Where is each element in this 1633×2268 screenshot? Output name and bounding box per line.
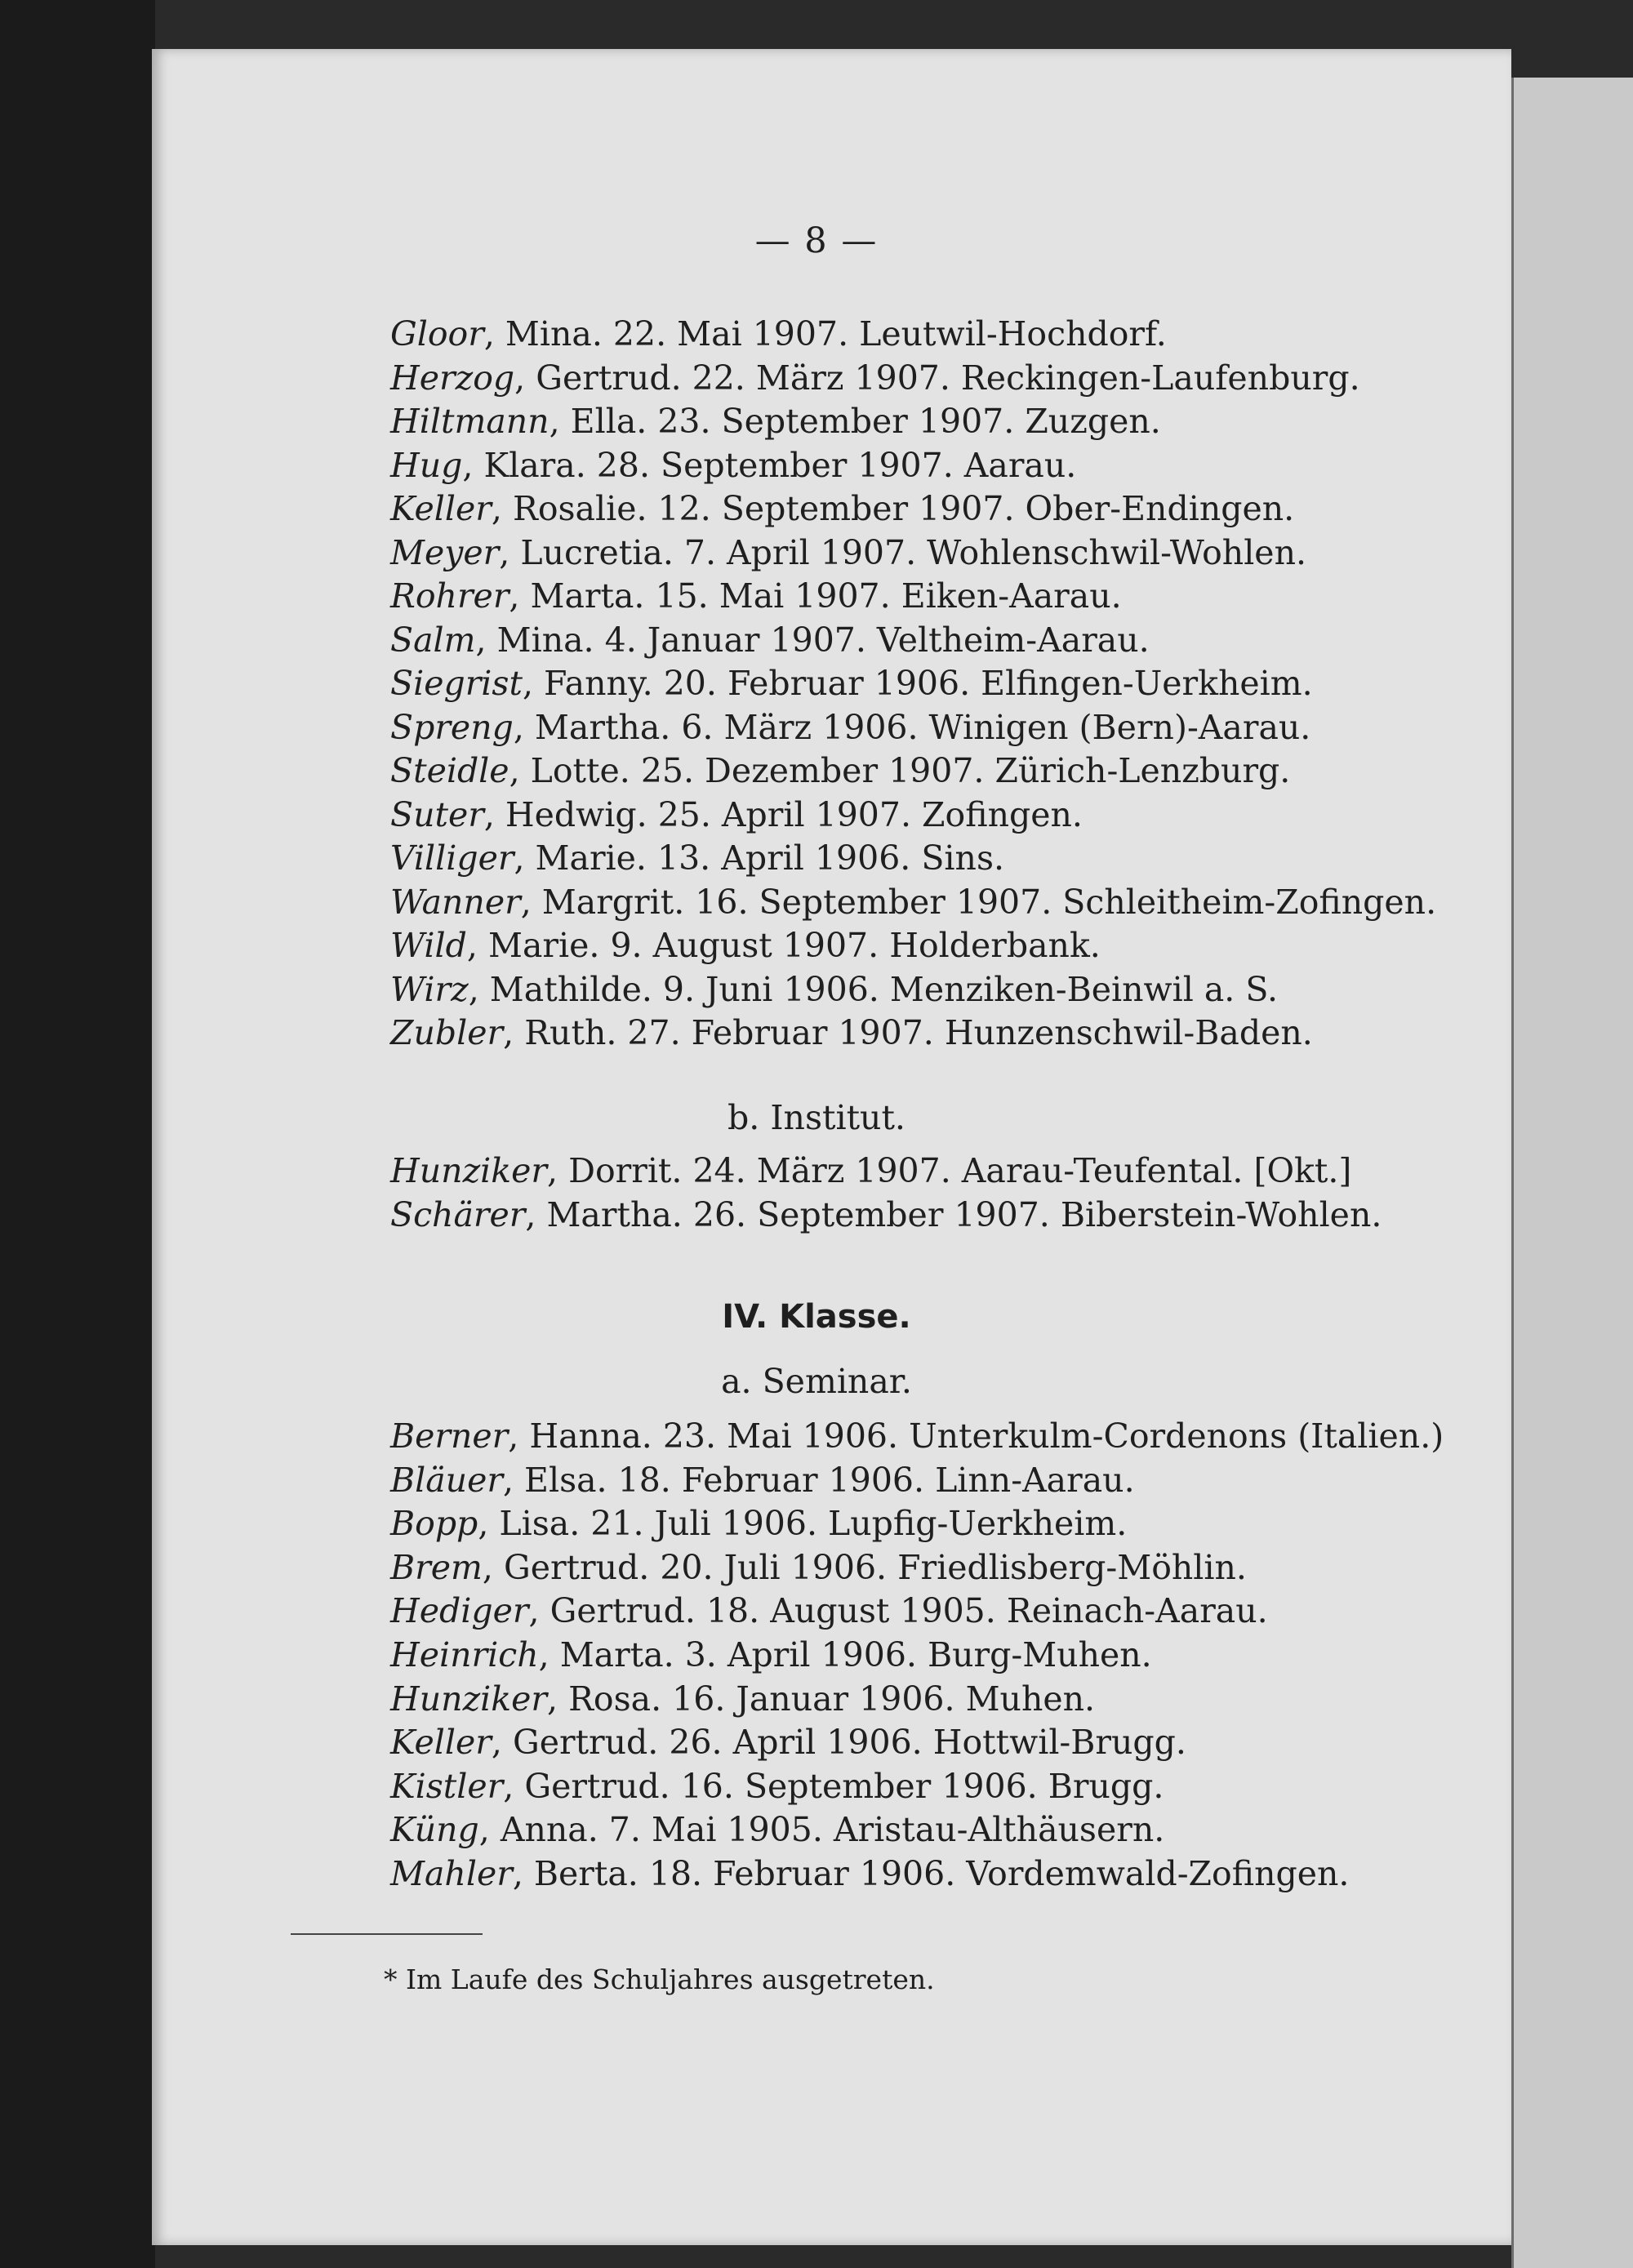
- entry-surname: Meyer: [390, 532, 500, 572]
- entry-details: , Rosa. 16. Januar 1906. Muhen.: [547, 1679, 1096, 1719]
- entry-text: [390, 358, 1360, 398]
- entry-surname: Salm: [390, 620, 476, 660]
- entry-surname: Bopp: [390, 1504, 478, 1544]
- entry-surname: Bläuer: [390, 1460, 503, 1500]
- entry-text: [390, 402, 1161, 441]
- entry-text: [390, 970, 1278, 1009]
- entry-surname: Hediger: [390, 1591, 529, 1631]
- entry-surname: Spreng: [390, 707, 514, 747]
- entry-text: [390, 314, 1167, 354]
- entry-surname: Gloor: [390, 314, 484, 354]
- entry-surname: Hiltmann: [390, 402, 550, 441]
- entry-text: [390, 1548, 1247, 1587]
- entry-text: [390, 446, 1076, 485]
- entry-details: , Gertrud. 18. August 1905. Reinach-Aarau.: [528, 1591, 1268, 1631]
- entry-text: [390, 1195, 1382, 1234]
- entry-text: [390, 1013, 1313, 1052]
- entry-text: [390, 664, 1313, 703]
- entry-details: , Elsa. 18. Februar 1906. Linn-Aarau.: [502, 1460, 1135, 1500]
- entry-surname: Wild: [390, 926, 467, 965]
- entry-surname: Steidle: [390, 751, 509, 790]
- entry-surname: Suter: [390, 794, 484, 834]
- entry-surname: Schärer: [390, 1194, 526, 1234]
- entry-details: , Mathilde. 9. Juni 1906. Menziken-Beinwil a. S.: [468, 969, 1279, 1009]
- seminar-heading: a. Seminar.: [721, 1362, 912, 1401]
- entry-text: [390, 1504, 1127, 1543]
- entry-details: , Gertrud. 16. September 1906. Brugg.: [503, 1766, 1164, 1806]
- entry-surname: Hunziker: [390, 1679, 547, 1719]
- entry-details: , Martha. 6. März 1906. Winigen (Bern)-Aarau.: [513, 707, 1311, 747]
- entry-text: [390, 795, 1083, 834]
- entry-surname: Mahler: [390, 1854, 513, 1893]
- entry-details: , Lisa. 21. Juli 1906. Lupfig-Uerkheim.: [478, 1504, 1128, 1544]
- entry-surname: Zubler: [390, 1013, 504, 1052]
- entry-surname: Siegrist: [390, 664, 523, 703]
- entry-surname: Brem: [390, 1547, 483, 1587]
- entry-text: [390, 1591, 1268, 1630]
- entry-details: , Marie. 13. April 1906. Sins.: [514, 838, 1005, 878]
- entry-text: [390, 1810, 1164, 1849]
- entry-surname: Keller: [390, 489, 492, 528]
- entry-text: [390, 751, 1290, 790]
- entry-details: , Gertrud. 22. März 1907. Reckingen-Laufenburg.: [514, 358, 1360, 398]
- entry-details: , Lucretia. 7. April 1907. Wohlenschwil-Wohlen.: [499, 532, 1307, 572]
- entry-details: , Hanna. 23. Mai 1906. Unterkulm-Cordenons (Italien.): [508, 1416, 1444, 1456]
- entry-text: [390, 708, 1310, 747]
- entry-details: , Margrit. 16. September 1907. Schleitheim-Zofingen.: [520, 882, 1437, 922]
- entry-details: , Gertrud. 26. April 1906. Hottwil-Brugg.: [491, 1723, 1186, 1763]
- entry-details: , Hedwig. 25. April 1907. Zofingen.: [483, 794, 1083, 834]
- entry-details: , Gertrud. 20. Juli 1906. Friedlisberg-Möhlin.: [482, 1547, 1247, 1587]
- entry-text: [390, 576, 1122, 616]
- entry-text: [390, 1854, 1349, 1893]
- entry-surname: Kistler: [390, 1766, 504, 1806]
- entry-surname: Berner: [390, 1416, 509, 1456]
- klasse-heading: IV. Klasse.: [722, 1298, 911, 1336]
- entry-details: , Martha. 26. September 1907. Biberstein-Wohlen.: [525, 1194, 1382, 1234]
- entry-text: [390, 1679, 1095, 1719]
- entry-details: , Berta. 18. Februar 1906. Vordemwald-Zofingen.: [512, 1854, 1350, 1893]
- entry-surname: Villiger: [390, 838, 514, 878]
- entry-text: [390, 533, 1306, 572]
- entry-surname: Küng: [390, 1810, 479, 1850]
- entry-details: , Ella. 23. September 1907. Zuzgen.: [549, 402, 1161, 441]
- entry-text: [390, 926, 1101, 965]
- entry-text: [390, 1767, 1164, 1806]
- page-number: — 8 —: [754, 220, 879, 261]
- entry-text: [390, 1416, 1444, 1456]
- entry-surname: Heinrich: [390, 1635, 539, 1674]
- entry-details: , Marta. 15. Mai 1907. Eiken-Aarau.: [509, 576, 1122, 616]
- entry-text: [390, 838, 1004, 878]
- entry-surname: Rohrer: [390, 576, 509, 616]
- entry-text: [390, 883, 1436, 922]
- entry-details: , Anna. 7. Mai 1905. Aristau-Althäusern.: [478, 1810, 1165, 1850]
- entry-text: [390, 1461, 1135, 1500]
- entry-details: , Mina. 4. Januar 1907. Veltheim-Aarau.: [475, 620, 1150, 660]
- footnote-divider: [291, 1933, 483, 1935]
- entry-surname: Wirz: [390, 969, 469, 1009]
- entry-details: , Rosalie. 12. September 1907. Ober-Endingen.: [491, 489, 1295, 528]
- entry-details: , Lotte. 25. Dezember 1907. Zürich-Lenzburg.: [509, 751, 1291, 790]
- entry-details: , Mina. 22. Mai 1907. Leutwil-Hochdorf.: [483, 314, 1167, 354]
- entry-surname: Wanner: [390, 882, 521, 922]
- entry-surname: Hunziker: [390, 1151, 547, 1190]
- entry-details: , Fanny. 20. Februar 1906. Elfingen-Uerkheim.: [522, 664, 1313, 703]
- entry-surname: Hug: [390, 445, 463, 485]
- entry-surname: Herzog: [390, 358, 515, 398]
- entry-details: , Ruth. 27. Februar 1907. Hunzenschwil-Baden.: [503, 1013, 1313, 1052]
- entry-details: , Marie. 9. August 1907. Holderbank.: [466, 926, 1101, 965]
- entry-text: [390, 1151, 1351, 1190]
- entry-text: [390, 620, 1150, 660]
- entry-text: [390, 1723, 1186, 1762]
- entry-surname: Keller: [390, 1723, 492, 1763]
- entry-text: [390, 1635, 1152, 1674]
- entry-details: , Klara. 28. September 1907. Aarau.: [462, 445, 1077, 485]
- entry-details: , Dorrit. 24. März 1907. Aarau-Teufental. [Okt.]: [547, 1151, 1352, 1190]
- entry-text: [390, 489, 1294, 528]
- entry-details: , Marta. 3. April 1906. Burg-Muhen.: [538, 1635, 1152, 1674]
- footnote: * Im Laufe des Schuljahres ausgetreten.: [384, 1963, 935, 1995]
- institut-heading: b. Institut.: [728, 1098, 905, 1137]
